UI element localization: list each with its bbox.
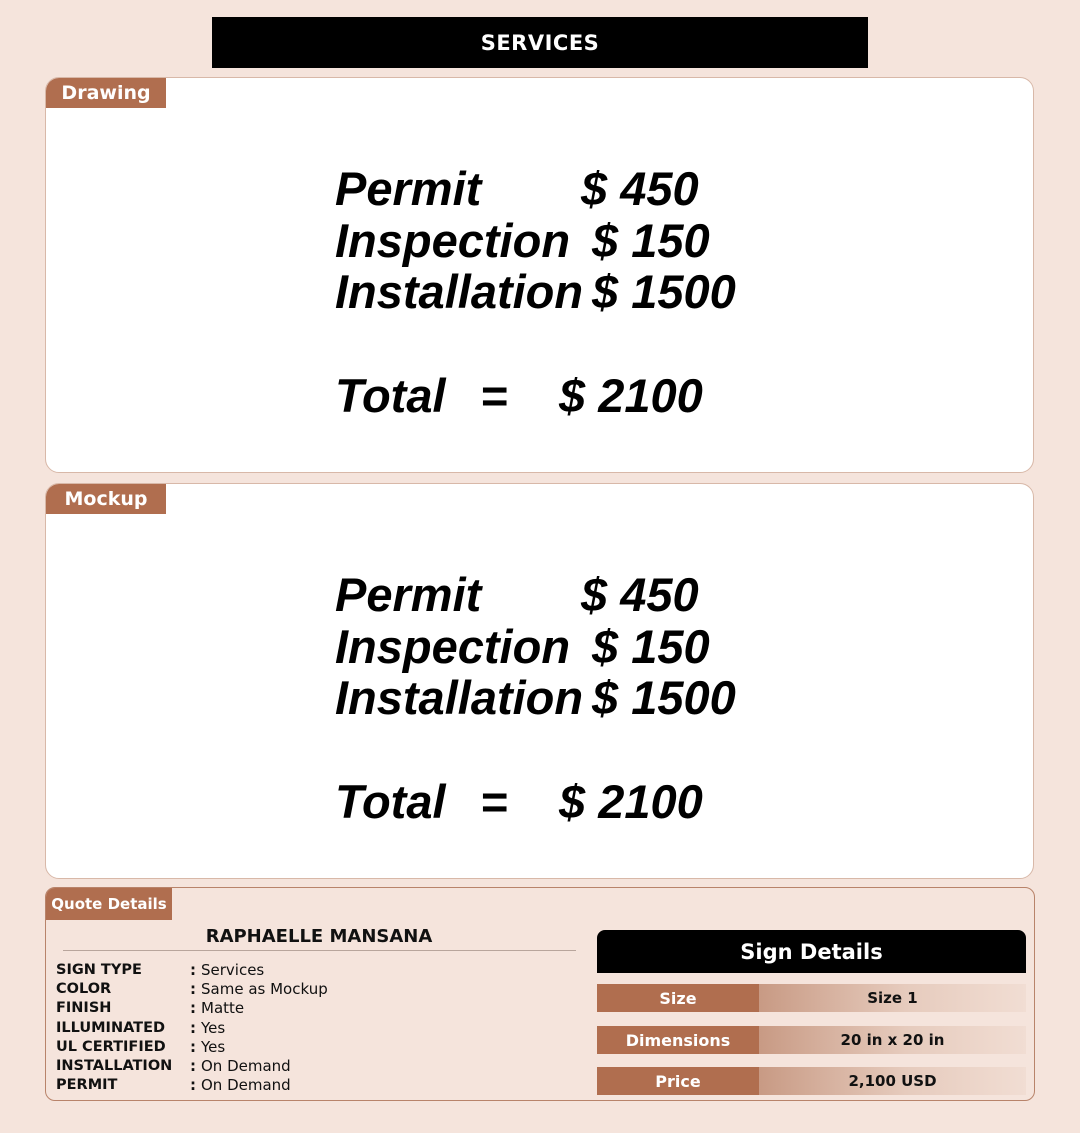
spec-colon: : [190, 999, 196, 1018]
spec-key: FINISH [56, 1000, 112, 1017]
line-amount: $ 1500 [592, 671, 736, 724]
drawing-line-installation [335, 266, 736, 318]
drawing-panel [45, 77, 1034, 473]
spec-key: COLOR [56, 981, 112, 998]
spec-value: Yes [201, 1018, 226, 1037]
sign-detail-dimensions [597, 1026, 1026, 1054]
total-label: Total [335, 368, 446, 422]
drawing-total [335, 370, 736, 422]
mockup-tab: Mockup [46, 484, 166, 514]
spec-row-sign-type [56, 961, 328, 980]
spec-row-color [56, 980, 328, 999]
spec-key: UL CERTIFIED [56, 1038, 166, 1055]
spec-colon: : [190, 980, 196, 999]
spec-value: Matte [201, 999, 245, 1018]
line-label: Installation [335, 671, 584, 724]
sign-detail-value: Size 1 [759, 984, 1026, 1012]
quote-details-panel [45, 887, 1035, 1101]
client-name: RAPHAELLE MANSANA [205, 926, 433, 947]
sign-detail-value: 2,100 USD [759, 1067, 1026, 1095]
spec-row-finish [56, 999, 328, 1018]
line-amount: $ 1500 [592, 265, 736, 318]
total-amount: $ 2100 [559, 368, 703, 422]
client-divider [63, 950, 576, 951]
page-title: SERVICES [212, 17, 868, 68]
spec-value: Yes [201, 1037, 226, 1056]
mockup-price-sheet [335, 569, 736, 827]
mockup-line-inspection [335, 621, 736, 673]
mockup-line-permit [335, 569, 736, 621]
quote-details-tab: Quote Details [46, 888, 172, 920]
total-label: Total [335, 774, 446, 828]
spec-key: ILLUMINATED [56, 1019, 166, 1036]
mockup-line-installation [335, 672, 736, 724]
line-amount: $ 150 [592, 619, 710, 673]
spec-value: Services [201, 961, 265, 979]
spec-key: PERMIT [56, 1077, 118, 1094]
line-label: Installation [335, 265, 584, 318]
line-label: Inspection [335, 619, 571, 673]
mockup-total [335, 776, 736, 828]
spec-value: On Demand [201, 1057, 291, 1076]
drawing-line-permit [335, 163, 736, 215]
sign-details-header: Sign Details [597, 930, 1026, 973]
spec-key: INSTALLATION [56, 1058, 173, 1075]
line-label: Inspection [335, 213, 571, 267]
total-equals: = [481, 774, 509, 828]
sign-detail-key: Dimensions [597, 1026, 759, 1054]
sign-detail-key: Size [597, 984, 759, 1012]
drawing-line-inspection [335, 215, 736, 267]
line-label: Permit [335, 162, 482, 215]
spec-value: On Demand [201, 1076, 291, 1095]
spec-key: SIGN TYPE [56, 962, 142, 978]
line-label: Permit [335, 568, 482, 621]
mockup-panel [45, 483, 1034, 879]
spec-row-illuminated [56, 1019, 328, 1038]
spec-row-permit [56, 1076, 328, 1095]
spec-colon: : [190, 1018, 196, 1037]
spec-list [56, 961, 328, 1095]
spec-colon: : [190, 1057, 196, 1076]
sign-detail-value: 20 in x 20 in [759, 1026, 1026, 1054]
line-amount: $ 450 [581, 162, 699, 215]
sign-detail-price [597, 1067, 1026, 1095]
line-amount: $ 450 [581, 568, 699, 621]
spec-row-ul-certified [56, 1038, 328, 1057]
spec-row-installation [56, 1057, 328, 1076]
total-amount: $ 2100 [559, 774, 703, 828]
drawing-tab: Drawing [46, 78, 166, 108]
sign-detail-size [597, 984, 1026, 1012]
total-equals: = [481, 368, 509, 422]
spec-colon: : [190, 1037, 196, 1056]
drawing-price-sheet [335, 163, 736, 421]
sign-detail-key: Price [597, 1067, 759, 1095]
spec-value: Same as Mockup [201, 980, 328, 999]
spec-colon: : [190, 1076, 196, 1095]
line-amount: $ 150 [592, 213, 710, 267]
spec-colon: : [190, 961, 196, 979]
